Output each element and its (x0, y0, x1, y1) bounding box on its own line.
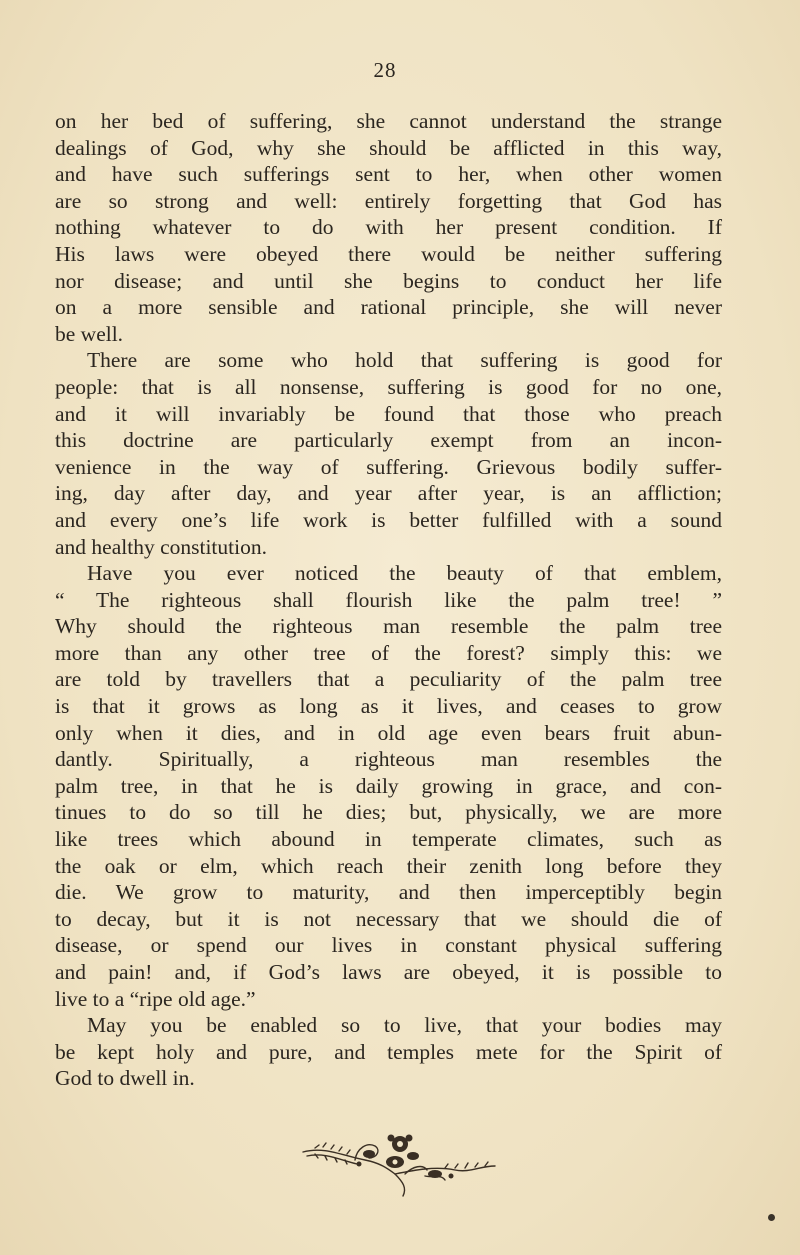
text-line: are so strong and well: entirely forgetting that God has (55, 188, 722, 213)
text-line: live to a “ripe old age.” (55, 986, 256, 1011)
text-line: people: that is all nonsense, suffering is good for no one, (55, 374, 722, 399)
text-line: venience in the way of suffering. Grievous bodily suffer- (55, 454, 722, 479)
text-line: on her bed of suffering, she cannot understand the strange (55, 109, 722, 133)
text-line: disease, or spend our lives in constant physical suffering (55, 933, 722, 958)
text-line: Why should the righteous man resemble the palm tree (55, 614, 722, 639)
text-line: be kept holy and pure, and temples mete for the Spirit of (55, 1039, 722, 1064)
text-line: Have you ever noticed the beauty of that emblem, (87, 561, 722, 586)
text-line: more than any other tree of the forest? simply this: we (55, 640, 722, 665)
ink-speck (768, 1214, 775, 1221)
text-line: are told by travellers that a peculiarity of the palm tree (55, 667, 722, 692)
text-line: be well. (55, 321, 124, 346)
text-line: “ The righteous shall flourish like the palm tree! ” (55, 587, 722, 612)
text-line: ing, day after day, and year after year, is an affliction; (55, 481, 722, 506)
text-line: and every one’s life work is better fulfilled with a sound (55, 507, 722, 532)
text-line: and have such sufferings sent to her, when other women (55, 162, 722, 187)
text-line: nothing whatever to do with her present condition. If (55, 215, 722, 240)
text-line: like trees which abound in temperate climates, such as (55, 827, 722, 852)
text-line: There are some who hold that suffering is good for (87, 348, 722, 373)
paragraph (55, 1012, 722, 1092)
text-line: to decay, but it is not necessary that we should die of (55, 906, 722, 931)
text-line: dealings of God, why she should be afflicted in this way, (55, 135, 722, 160)
page-number: 28 (373, 58, 397, 82)
text-line: this doctrine are particularly exempt from an incon- (55, 428, 722, 453)
text-line: tinues to do so till he dies; but, physically, we are more (55, 800, 722, 825)
body-text (55, 108, 722, 1092)
text-line: and healthy constitution. (55, 534, 267, 559)
floral-ornament-icon (295, 1130, 505, 1200)
text-line: and pain! and, if God’s laws are obeyed, it is possible to (55, 960, 722, 984)
text-line: the oak or elm, which reach their zenith long before they (55, 853, 722, 878)
text-line: and it will invariably be found that those who preach (55, 401, 722, 426)
text-line: dantly. Spiritually, a righteous man resembles the (55, 747, 722, 772)
text-line: God to dwell in. (55, 1066, 195, 1091)
paragraph (55, 108, 722, 347)
text-line: is that it grows as long as it lives, and ceases to grow (55, 694, 722, 719)
paragraph (55, 560, 722, 1012)
text-line: only when it dies, and in old age even bears fruit abun- (55, 720, 722, 745)
text-line: palm tree, in that he is daily growing in grace, and con- (55, 773, 722, 798)
text-line: die. We grow to maturity, and then imperceptibly begin (55, 880, 722, 905)
text-line: His laws were obeyed there would be neither suffering (55, 241, 722, 266)
text-line: May you be enabled so to live, that your bodies may (87, 1013, 722, 1038)
text-line: nor disease; and until she begins to conduct her life (55, 268, 722, 293)
paragraph (55, 347, 722, 560)
text-line: on a more sensible and rational principle, she will never (55, 295, 722, 320)
